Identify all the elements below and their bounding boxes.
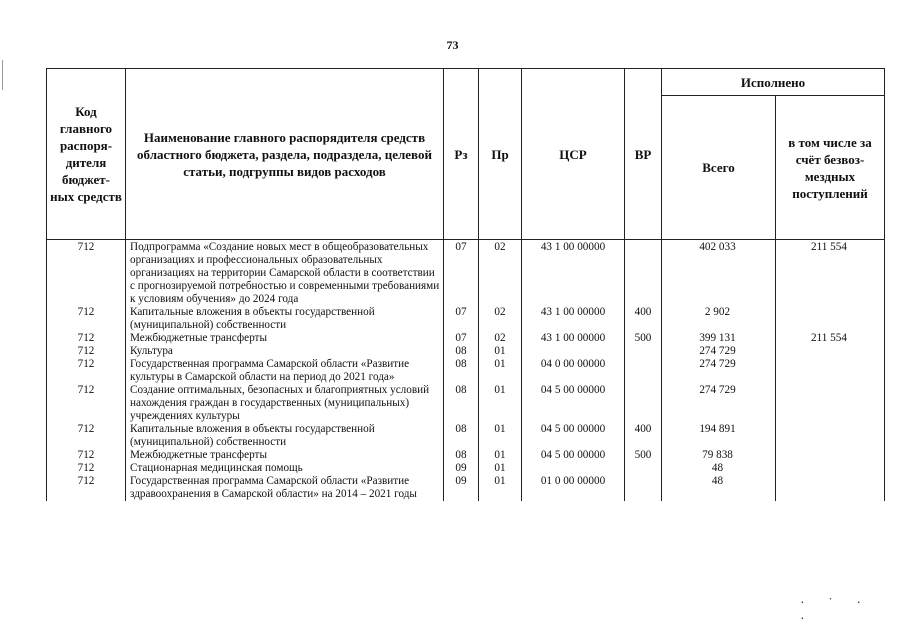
table-row	[47, 475, 885, 501]
cell-pr: 02	[479, 240, 522, 307]
cell-rz: 09	[444, 462, 479, 475]
cell-total: 79 838	[662, 449, 776, 462]
table-row	[47, 384, 885, 423]
cell-total: 399 131	[662, 332, 776, 345]
cell-free: 211 554	[776, 332, 885, 345]
cell-vr	[625, 475, 662, 501]
header-free-receipts: в том числе за счёт безвоз-мездных поступлений	[776, 96, 885, 240]
header-name: Наименование главного распорядителя средств областного бюджета, раздела, подраздела, целевой статьи, подгруппы видов расходов	[126, 69, 444, 240]
cell-free	[776, 306, 885, 332]
cell-code: 712	[47, 306, 126, 332]
cell-total: 402 033	[662, 240, 776, 307]
header-executed: Исполнено	[662, 69, 885, 96]
cell-pr: 01	[479, 384, 522, 423]
header-csr: ЦСР	[522, 69, 625, 240]
cell-rz: 07	[444, 240, 479, 307]
cell-vr: 400	[625, 423, 662, 449]
cell-rz: 08	[444, 384, 479, 423]
cell-name: Государственная программа Самарской области «Развитие культуры в Самарской области на период до 2021 года»	[126, 358, 444, 384]
table-row	[47, 345, 885, 358]
cell-rz: 09	[444, 475, 479, 501]
cell-csr: 43 1 00 00000	[522, 240, 625, 307]
cell-vr: 500	[625, 332, 662, 345]
cell-vr: 400	[625, 306, 662, 332]
cell-csr: 04 5 00 00000	[522, 449, 625, 462]
cell-total: 48	[662, 462, 776, 475]
cell-name: Капитальные вложения в объекты государственной (муниципальной) собственности	[126, 306, 444, 332]
cell-name: Создание оптимальных, безопасных и благоприятных условий нахождения граждан в государственных (муниципальных) учреждениях культуры	[126, 384, 444, 423]
table-row	[47, 449, 885, 462]
cell-code: 712	[47, 475, 126, 501]
cell-name: Капитальные вложения в объекты государственной (муниципальной) собственности	[126, 423, 444, 449]
cell-rz: 07	[444, 306, 479, 332]
cell-total: 48	[662, 475, 776, 501]
table-row	[47, 423, 885, 449]
cell-free	[776, 462, 885, 475]
cell-csr: 43 1 00 00000	[522, 306, 625, 332]
cell-rz: 08	[444, 423, 479, 449]
cell-pr: 01	[479, 423, 522, 449]
cell-csr	[522, 345, 625, 358]
page-number: 73	[446, 38, 459, 52]
table-row	[47, 240, 885, 307]
cell-total: 274 729	[662, 358, 776, 384]
cell-pr: 01	[479, 345, 522, 358]
cell-csr: 01 0 00 00000	[522, 475, 625, 501]
cell-pr: 02	[479, 306, 522, 332]
scan-artifact-dots: · ˙ · ·	[800, 596, 871, 627]
cell-vr	[625, 345, 662, 358]
cell-code: 712	[47, 423, 126, 449]
cell-rz: 08	[444, 345, 479, 358]
cell-pr: 01	[479, 475, 522, 501]
cell-pr: 01	[479, 462, 522, 475]
table-row	[47, 358, 885, 384]
cell-vr	[625, 240, 662, 307]
cell-free	[776, 449, 885, 462]
cell-code: 712	[47, 240, 126, 307]
cell-name: Межбюджетные трансферты	[126, 449, 444, 462]
cell-pr: 01	[479, 449, 522, 462]
cell-vr	[625, 462, 662, 475]
cell-name: Стационарная медицинская помощь	[126, 462, 444, 475]
header-pr: Пр	[479, 69, 522, 240]
cell-free	[776, 475, 885, 501]
header-code: Код главного распоря-дителя бюджет-ных средств	[47, 69, 126, 240]
table-row	[47, 462, 885, 475]
budget-execution-table	[46, 68, 885, 501]
cell-rz: 07	[444, 332, 479, 345]
table-body	[47, 240, 885, 502]
table-row	[47, 306, 885, 332]
cell-code: 712	[47, 332, 126, 345]
cell-csr: 04 5 00 00000	[522, 423, 625, 449]
cell-total: 2 902	[662, 306, 776, 332]
cell-csr	[522, 462, 625, 475]
cell-rz: 08	[444, 358, 479, 384]
cell-name: Государственная программа Самарской области «Развитие здравоохранения в Самарской области» на 2014 – 2021 годы	[126, 475, 444, 501]
cell-vr	[625, 384, 662, 423]
cell-csr: 04 0 00 00000	[522, 358, 625, 384]
cell-name: Подпрограмма «Создание новых мест в общеобразовательных организациях и профессиональных образовательных организациях на территории Самарской области в соответствии с прогнозируемой потребностью и современными требованиями к условиям обучения» до 2024 года	[126, 240, 444, 307]
cell-rz: 08	[444, 449, 479, 462]
cell-code: 712	[47, 358, 126, 384]
cell-code: 712	[47, 384, 126, 423]
cell-free	[776, 345, 885, 358]
cell-code: 712	[47, 462, 126, 475]
header-rz: Рз	[444, 69, 479, 240]
cell-vr: 500	[625, 449, 662, 462]
cell-total: 194 891	[662, 423, 776, 449]
cell-csr: 43 1 00 00000	[522, 332, 625, 345]
cell-pr: 02	[479, 332, 522, 345]
cell-name: Культура	[126, 345, 444, 358]
cell-free: 211 554	[776, 240, 885, 307]
cell-csr: 04 5 00 00000	[522, 384, 625, 423]
cell-free	[776, 384, 885, 423]
table-row	[47, 332, 885, 345]
header-total: Всего	[662, 96, 776, 240]
cell-name: Межбюджетные трансферты	[126, 332, 444, 345]
cell-code: 712	[47, 449, 126, 462]
cell-free	[776, 358, 885, 384]
header-vr: ВР	[625, 69, 662, 240]
cell-pr: 01	[479, 358, 522, 384]
margin-mark	[2, 60, 3, 90]
cell-total: 274 729	[662, 345, 776, 358]
cell-total: 274 729	[662, 384, 776, 423]
cell-free	[776, 423, 885, 449]
cell-vr	[625, 358, 662, 384]
cell-code: 712	[47, 345, 126, 358]
